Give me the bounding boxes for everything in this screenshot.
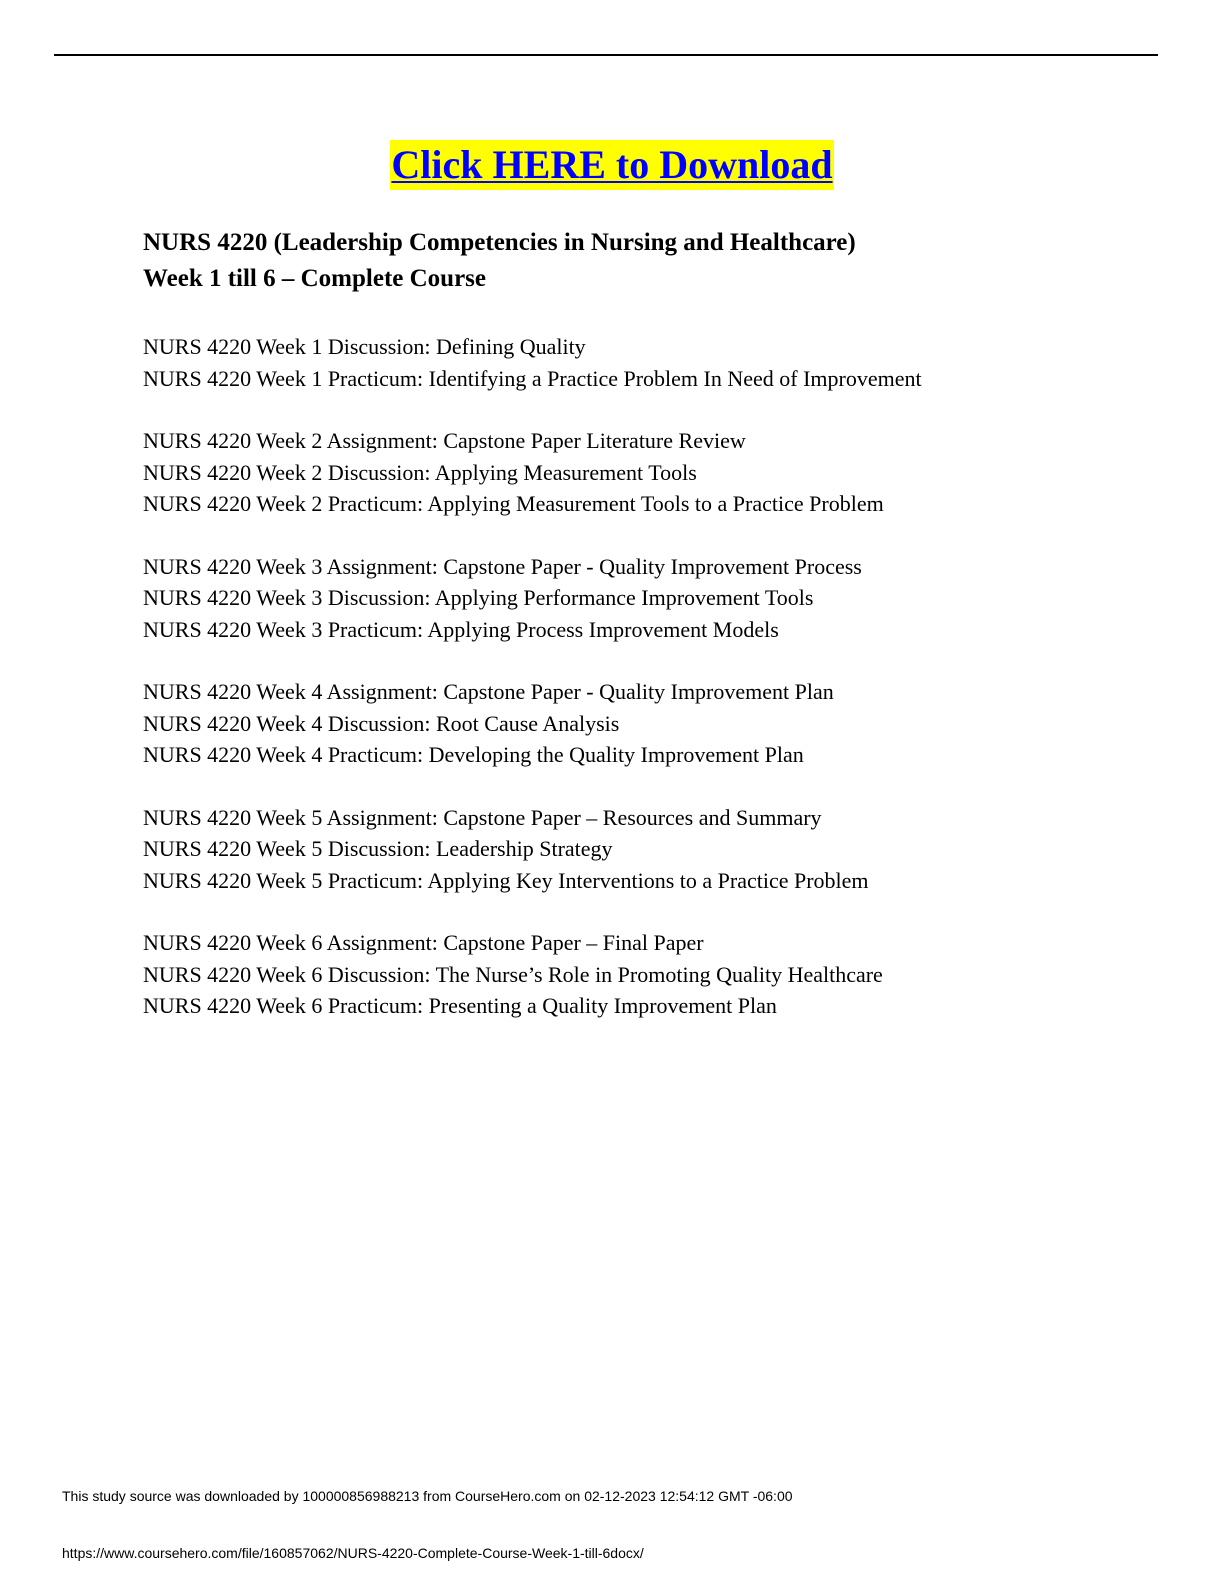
list-item: NURS 4220 Week 1 Practicum: Identifying a Practice Problem In Need of Improvement bbox=[143, 365, 922, 391]
list-item: NURS 4220 Week 6 Practicum: Presenting a Quality Improvement Plan bbox=[143, 993, 777, 1018]
week-sections bbox=[143, 331, 1143, 1022]
top-rule bbox=[54, 54, 1158, 56]
week-6-section bbox=[143, 927, 1143, 1022]
week-2-section bbox=[143, 425, 1143, 520]
list-item: NURS 4220 Week 6 Assignment: Capstone Paper – Final Paper bbox=[143, 930, 704, 955]
list-item: NURS 4220 Week 2 Practicum: Applying Measurement Tools to a Practice Problem bbox=[143, 491, 884, 516]
week-3-section bbox=[143, 551, 1143, 646]
list-item: NURS 4220 Week 2 Assignment: Capstone Paper Literature Review bbox=[143, 428, 746, 453]
list-item: NURS 4220 Week 4 Discussion: Root Cause Analysis bbox=[143, 710, 620, 736]
course-title bbox=[143, 225, 1143, 297]
week-4-section bbox=[143, 676, 1143, 771]
document-body bbox=[143, 225, 1143, 1053]
week-5-section bbox=[143, 802, 1143, 897]
course-title-line-2: Week 1 till 6 – Complete Course bbox=[143, 265, 487, 292]
list-item: NURS 4220 Week 4 Assignment: Capstone Paper - Quality Improvement Plan bbox=[143, 679, 834, 704]
list-item: NURS 4220 Week 3 Practicum: Applying Process Improvement Models bbox=[143, 616, 779, 642]
list-item: NURS 4220 Week 6 Discussion: The Nurse’s Role in Promoting Quality Healthcare bbox=[143, 961, 883, 987]
list-item: NURS 4220 Week 4 Practicum: Developing the Quality Improvement Plan bbox=[143, 742, 804, 767]
list-item: NURS 4220 Week 5 Practicum: Applying Key Interventions to a Practice Problem bbox=[143, 867, 869, 893]
course-title-line-1: NURS 4220 (Leadership Competencies in Nursing and Healthcare) bbox=[143, 229, 856, 256]
source-url: https://www.coursehero.com/file/160857062/NURS-4220-Complete-Course-Week-1-till-6docx/ bbox=[62, 1545, 644, 1561]
download-link[interactable]: Click HERE to Download bbox=[390, 140, 833, 190]
list-item: NURS 4220 Week 5 Assignment: Capstone Paper – Resources and Summary bbox=[143, 804, 822, 830]
list-item: NURS 4220 Week 2 Discussion: Applying Measurement Tools bbox=[143, 459, 697, 485]
list-item: NURS 4220 Week 3 Discussion: Applying Performance Improvement Tools bbox=[143, 585, 814, 610]
week-1-section bbox=[143, 331, 1143, 394]
list-item: NURS 4220 Week 5 Discussion: Leadership Strategy bbox=[143, 836, 613, 861]
list-item: NURS 4220 Week 3 Assignment: Capstone Paper - Quality Improvement Process bbox=[143, 553, 862, 579]
download-source-notice: This study source was downloaded by 100000856988213 from CourseHero.com on 02-12-2023 12:54:12 GMT -06:00 bbox=[62, 1488, 793, 1504]
list-item: NURS 4220 Week 1 Discussion: Defining Quality bbox=[143, 334, 586, 359]
download-banner bbox=[0, 140, 1224, 190]
